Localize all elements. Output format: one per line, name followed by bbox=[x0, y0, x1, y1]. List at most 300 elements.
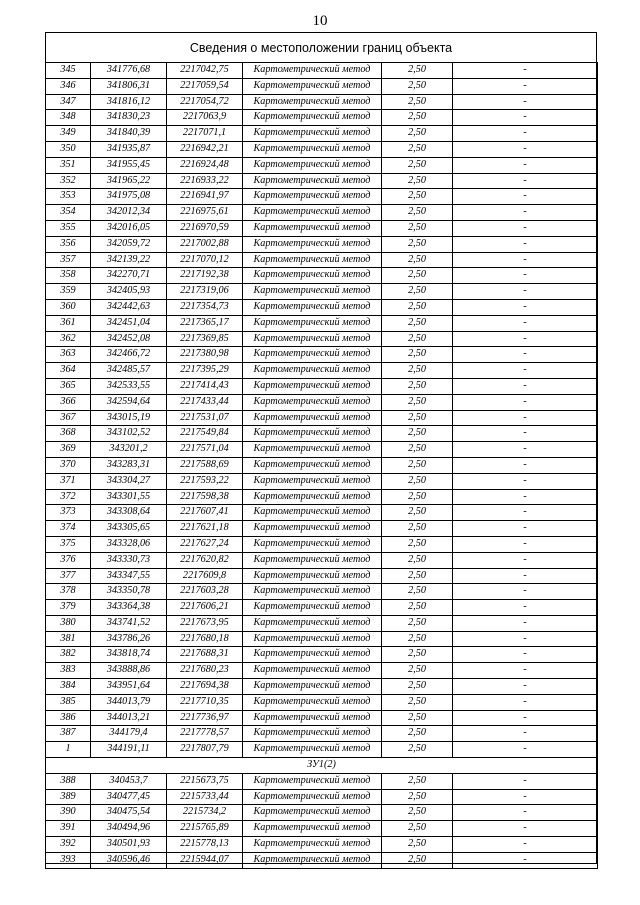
accuracy-cell: 2,50 bbox=[382, 679, 453, 695]
x-coordinate-cell: 343330,73 bbox=[91, 552, 167, 568]
y-coordinate-cell: 2216924,48 bbox=[167, 157, 243, 173]
description-cell: - bbox=[453, 157, 598, 173]
description-cell: - bbox=[453, 663, 598, 679]
y-coordinate-cell: 2217395,29 bbox=[167, 363, 243, 379]
x-coordinate-cell: 342452,08 bbox=[91, 331, 167, 347]
accuracy-cell: 2,50 bbox=[382, 694, 453, 710]
table-row bbox=[46, 94, 598, 110]
y-coordinate-cell: 2216970,59 bbox=[167, 220, 243, 236]
method-cell: Картометрический метод bbox=[243, 394, 382, 410]
x-coordinate-cell: 340501,93 bbox=[91, 837, 167, 853]
description-cell: - bbox=[453, 63, 598, 79]
accuracy-cell: 2,50 bbox=[382, 805, 453, 821]
method-cell: Картометрический метод bbox=[243, 647, 382, 663]
y-coordinate-cell: 2217354,73 bbox=[167, 299, 243, 315]
description-cell: - bbox=[453, 268, 598, 284]
accuracy-cell: 2,50 bbox=[382, 78, 453, 94]
description-cell: - bbox=[453, 852, 598, 868]
y-coordinate-cell: 2215778,13 bbox=[167, 837, 243, 853]
description-cell: - bbox=[453, 647, 598, 663]
x-coordinate-cell: 340453,7 bbox=[91, 773, 167, 789]
point-number-cell: 386 bbox=[46, 710, 91, 726]
point-number-cell: 360 bbox=[46, 299, 91, 315]
method-cell: Картометрический метод bbox=[243, 615, 382, 631]
accuracy-cell: 2,50 bbox=[382, 489, 453, 505]
accuracy-cell: 2,50 bbox=[382, 126, 453, 142]
accuracy-cell: 2,50 bbox=[382, 141, 453, 157]
accuracy-cell: 2,50 bbox=[382, 410, 453, 426]
accuracy-cell: 2,50 bbox=[382, 710, 453, 726]
point-number-cell: 390 bbox=[46, 805, 91, 821]
description-cell: - bbox=[453, 94, 598, 110]
table-row bbox=[46, 789, 598, 805]
description-cell: - bbox=[453, 568, 598, 584]
accuracy-cell: 2,50 bbox=[382, 536, 453, 552]
accuracy-cell: 2,50 bbox=[382, 552, 453, 568]
description-cell: - bbox=[453, 378, 598, 394]
y-coordinate-cell: 2217673,95 bbox=[167, 615, 243, 631]
point-number-cell: 346 bbox=[46, 78, 91, 94]
y-coordinate-cell: 2217680,23 bbox=[167, 663, 243, 679]
method-cell: Картометрический метод bbox=[243, 284, 382, 300]
point-number-cell: 347 bbox=[46, 94, 91, 110]
x-coordinate-cell: 343951,64 bbox=[91, 679, 167, 695]
point-number-cell: 370 bbox=[46, 457, 91, 473]
x-coordinate-cell: 341935,87 bbox=[91, 141, 167, 157]
table-row bbox=[46, 347, 598, 363]
point-number-cell: 367 bbox=[46, 410, 91, 426]
description-cell: - bbox=[453, 521, 598, 537]
y-coordinate-cell: 2217433,44 bbox=[167, 394, 243, 410]
point-number-cell: 382 bbox=[46, 647, 91, 663]
table-row bbox=[46, 157, 598, 173]
x-coordinate-cell: 343364,38 bbox=[91, 600, 167, 616]
x-coordinate-cell: 342533,55 bbox=[91, 378, 167, 394]
x-coordinate-cell: 342139,22 bbox=[91, 252, 167, 268]
method-cell: Картометрический метод bbox=[243, 679, 382, 695]
table-row bbox=[46, 615, 598, 631]
point-number-cell: 388 bbox=[46, 773, 91, 789]
page-number: 10 bbox=[312, 13, 328, 29]
accuracy-cell: 2,50 bbox=[382, 505, 453, 521]
y-coordinate-cell: 2217414,43 bbox=[167, 378, 243, 394]
description-cell: - bbox=[453, 694, 598, 710]
description-cell: - bbox=[453, 600, 598, 616]
method-cell: Картометрический метод bbox=[243, 299, 382, 315]
method-cell: Картометрический метод bbox=[243, 410, 382, 426]
accuracy-cell: 2,50 bbox=[382, 378, 453, 394]
point-number-cell: 366 bbox=[46, 394, 91, 410]
table-row bbox=[46, 694, 598, 710]
y-coordinate-cell: 2215734,2 bbox=[167, 805, 243, 821]
method-cell: Картометрический метод bbox=[243, 63, 382, 79]
point-number-cell: 359 bbox=[46, 284, 91, 300]
point-number-cell: 376 bbox=[46, 552, 91, 568]
point-number-cell: 387 bbox=[46, 726, 91, 742]
table-row bbox=[46, 394, 598, 410]
description-cell: - bbox=[453, 141, 598, 157]
x-coordinate-cell: 341816,12 bbox=[91, 94, 167, 110]
method-cell: Картометрический метод bbox=[243, 521, 382, 537]
point-number-cell: 357 bbox=[46, 252, 91, 268]
accuracy-cell: 2,50 bbox=[382, 363, 453, 379]
x-coordinate-cell: 343786,26 bbox=[91, 631, 167, 647]
y-coordinate-cell: 2217607,41 bbox=[167, 505, 243, 521]
x-coordinate-cell: 343305,65 bbox=[91, 521, 167, 537]
accuracy-cell: 2,50 bbox=[382, 647, 453, 663]
y-coordinate-cell: 2217603,28 bbox=[167, 584, 243, 600]
y-coordinate-cell: 2217192,38 bbox=[167, 268, 243, 284]
accuracy-cell: 2,50 bbox=[382, 110, 453, 126]
point-number-cell: 363 bbox=[46, 347, 91, 363]
x-coordinate-cell: 342012,34 bbox=[91, 205, 167, 221]
table-row bbox=[46, 268, 598, 284]
description-cell: - bbox=[453, 442, 598, 458]
x-coordinate-cell: 340477,45 bbox=[91, 789, 167, 805]
point-number-cell: 351 bbox=[46, 157, 91, 173]
method-cell: Картометрический метод bbox=[243, 789, 382, 805]
table-row bbox=[46, 110, 598, 126]
y-coordinate-cell: 2217549,84 bbox=[167, 426, 243, 442]
point-number-cell: 352 bbox=[46, 173, 91, 189]
description-cell: - bbox=[453, 536, 598, 552]
y-coordinate-cell: 2217736,97 bbox=[167, 710, 243, 726]
y-coordinate-cell: 2217593,22 bbox=[167, 473, 243, 489]
method-cell: Картометрический метод bbox=[243, 742, 382, 758]
table-row bbox=[46, 805, 598, 821]
point-number-cell: 362 bbox=[46, 331, 91, 347]
y-coordinate-cell: 2217778,57 bbox=[167, 726, 243, 742]
table-row bbox=[46, 473, 598, 489]
method-cell: Картометрический метод bbox=[243, 110, 382, 126]
x-coordinate-cell: 341830,23 bbox=[91, 110, 167, 126]
table-row bbox=[46, 315, 598, 331]
method-cell: Картометрический метод bbox=[243, 694, 382, 710]
description-cell: - bbox=[453, 552, 598, 568]
table-row bbox=[46, 852, 598, 868]
method-cell: Картометрический метод bbox=[243, 773, 382, 789]
accuracy-cell: 2,50 bbox=[382, 773, 453, 789]
description-cell: - bbox=[453, 284, 598, 300]
y-coordinate-cell: 2217042,75 bbox=[167, 63, 243, 79]
x-coordinate-cell: 340475,54 bbox=[91, 805, 167, 821]
x-coordinate-cell: 340494,96 bbox=[91, 821, 167, 837]
x-coordinate-cell: 344013,21 bbox=[91, 710, 167, 726]
accuracy-cell: 2,50 bbox=[382, 284, 453, 300]
description-cell: - bbox=[453, 347, 598, 363]
description-cell: - bbox=[453, 615, 598, 631]
x-coordinate-cell: 341806,31 bbox=[91, 78, 167, 94]
section-row bbox=[46, 758, 598, 774]
boundary-points-table bbox=[45, 62, 598, 869]
method-cell: Картометрический метод bbox=[243, 489, 382, 505]
table-title: Сведения о местоположении границ объекта bbox=[189, 41, 453, 55]
accuracy-cell: 2,50 bbox=[382, 299, 453, 315]
y-coordinate-cell: 2217620,82 bbox=[167, 552, 243, 568]
table-row bbox=[46, 536, 598, 552]
y-coordinate-cell: 2216933,22 bbox=[167, 173, 243, 189]
method-cell: Картометрический метод bbox=[243, 584, 382, 600]
x-coordinate-cell: 342451,04 bbox=[91, 315, 167, 331]
y-coordinate-cell: 2217606,21 bbox=[167, 600, 243, 616]
point-number-cell: 372 bbox=[46, 489, 91, 505]
method-cell: Картометрический метод bbox=[243, 315, 382, 331]
description-cell: - bbox=[453, 489, 598, 505]
point-number-cell: 353 bbox=[46, 189, 91, 205]
table-row bbox=[46, 363, 598, 379]
point-number-cell: 354 bbox=[46, 205, 91, 221]
point-number-cell: 350 bbox=[46, 141, 91, 157]
x-coordinate-cell: 340596,46 bbox=[91, 852, 167, 868]
table-row bbox=[46, 552, 598, 568]
method-cell: Картометрический метод bbox=[243, 473, 382, 489]
table-row bbox=[46, 141, 598, 157]
table-row bbox=[46, 442, 598, 458]
description-cell: - bbox=[453, 742, 598, 758]
x-coordinate-cell: 343301,55 bbox=[91, 489, 167, 505]
method-cell: Картометрический метод bbox=[243, 568, 382, 584]
description-cell: - bbox=[453, 315, 598, 331]
point-number-cell: 369 bbox=[46, 442, 91, 458]
method-cell: Картометрический метод bbox=[243, 347, 382, 363]
point-number-cell: 384 bbox=[46, 679, 91, 695]
accuracy-cell: 2,50 bbox=[382, 63, 453, 79]
method-cell: Картометрический метод bbox=[243, 457, 382, 473]
point-number-cell: 381 bbox=[46, 631, 91, 647]
y-coordinate-cell: 2217621,18 bbox=[167, 521, 243, 537]
accuracy-cell: 2,50 bbox=[382, 442, 453, 458]
x-coordinate-cell: 342594,64 bbox=[91, 394, 167, 410]
accuracy-cell: 2,50 bbox=[382, 852, 453, 868]
x-coordinate-cell: 342405,93 bbox=[91, 284, 167, 300]
accuracy-cell: 2,50 bbox=[382, 189, 453, 205]
x-coordinate-cell: 342270,71 bbox=[91, 268, 167, 284]
boundary-table-frame bbox=[45, 32, 597, 864]
table-row bbox=[46, 205, 598, 221]
x-coordinate-cell: 343888,86 bbox=[91, 663, 167, 679]
method-cell: Картометрический метод bbox=[243, 726, 382, 742]
y-coordinate-cell: 2217807,79 bbox=[167, 742, 243, 758]
description-cell: - bbox=[453, 299, 598, 315]
description-cell: - bbox=[453, 426, 598, 442]
method-cell: Картометрический метод bbox=[243, 78, 382, 94]
description-cell: - bbox=[453, 584, 598, 600]
table-row bbox=[46, 489, 598, 505]
accuracy-cell: 2,50 bbox=[382, 205, 453, 221]
description-cell: - bbox=[453, 236, 598, 252]
table-row bbox=[46, 220, 598, 236]
description-cell: - bbox=[453, 679, 598, 695]
point-number-cell: 365 bbox=[46, 378, 91, 394]
y-coordinate-cell: 2217627,24 bbox=[167, 536, 243, 552]
table-row bbox=[46, 773, 598, 789]
method-cell: Картометрический метод bbox=[243, 94, 382, 110]
y-coordinate-cell: 2217369,85 bbox=[167, 331, 243, 347]
table-row bbox=[46, 821, 598, 837]
method-cell: Картометрический метод bbox=[243, 268, 382, 284]
table-row bbox=[46, 252, 598, 268]
point-number-cell: 380 bbox=[46, 615, 91, 631]
accuracy-cell: 2,50 bbox=[382, 742, 453, 758]
accuracy-cell: 2,50 bbox=[382, 173, 453, 189]
table-row bbox=[46, 426, 598, 442]
method-cell: Картометрический метод bbox=[243, 442, 382, 458]
point-number-cell: 349 bbox=[46, 126, 91, 142]
method-cell: Картометрический метод bbox=[243, 189, 382, 205]
method-cell: Картометрический метод bbox=[243, 126, 382, 142]
x-coordinate-cell: 342442,63 bbox=[91, 299, 167, 315]
method-cell: Картометрический метод bbox=[243, 663, 382, 679]
y-coordinate-cell: 2217710,35 bbox=[167, 694, 243, 710]
y-coordinate-cell: 2217319,06 bbox=[167, 284, 243, 300]
table-row bbox=[46, 726, 598, 742]
x-coordinate-cell: 341965,22 bbox=[91, 173, 167, 189]
point-number-cell: 356 bbox=[46, 236, 91, 252]
description-cell: - bbox=[453, 473, 598, 489]
table-row bbox=[46, 600, 598, 616]
accuracy-cell: 2,50 bbox=[382, 821, 453, 837]
point-number-cell: 389 bbox=[46, 789, 91, 805]
accuracy-cell: 2,50 bbox=[382, 600, 453, 616]
table-row bbox=[46, 299, 598, 315]
y-coordinate-cell: 2215733,44 bbox=[167, 789, 243, 805]
accuracy-cell: 2,50 bbox=[382, 663, 453, 679]
y-coordinate-cell: 2216975,61 bbox=[167, 205, 243, 221]
description-cell: - bbox=[453, 363, 598, 379]
description-cell: - bbox=[453, 505, 598, 521]
method-cell: Картометрический метод bbox=[243, 505, 382, 521]
description-cell: - bbox=[453, 789, 598, 805]
point-number-cell: 377 bbox=[46, 568, 91, 584]
accuracy-cell: 2,50 bbox=[382, 94, 453, 110]
y-coordinate-cell: 2217070,12 bbox=[167, 252, 243, 268]
method-cell: Картометрический метод bbox=[243, 821, 382, 837]
point-number-cell: 392 bbox=[46, 837, 91, 853]
x-coordinate-cell: 343102,52 bbox=[91, 426, 167, 442]
point-number-cell: 355 bbox=[46, 220, 91, 236]
description-cell: - bbox=[453, 78, 598, 94]
method-cell: Картометрический метод bbox=[243, 205, 382, 221]
y-coordinate-cell: 2215944,07 bbox=[167, 852, 243, 868]
y-coordinate-cell: 2217571,04 bbox=[167, 442, 243, 458]
point-number-cell: 379 bbox=[46, 600, 91, 616]
x-coordinate-cell: 343283,31 bbox=[91, 457, 167, 473]
description-cell: - bbox=[453, 710, 598, 726]
point-number-cell: 374 bbox=[46, 521, 91, 537]
y-coordinate-cell: 2216941,97 bbox=[167, 189, 243, 205]
y-coordinate-cell: 2217054,72 bbox=[167, 94, 243, 110]
x-coordinate-cell: 343741,52 bbox=[91, 615, 167, 631]
accuracy-cell: 2,50 bbox=[382, 521, 453, 537]
description-cell: - bbox=[453, 410, 598, 426]
table-row bbox=[46, 710, 598, 726]
description-cell: - bbox=[453, 205, 598, 221]
table-row bbox=[46, 331, 598, 347]
x-coordinate-cell: 342016,05 bbox=[91, 220, 167, 236]
y-coordinate-cell: 2216942,21 bbox=[167, 141, 243, 157]
accuracy-cell: 2,50 bbox=[382, 315, 453, 331]
point-number-cell: 348 bbox=[46, 110, 91, 126]
method-cell: Картометрический метод bbox=[243, 331, 382, 347]
method-cell: Картометрический метод bbox=[243, 631, 382, 647]
method-cell: Картометрический метод bbox=[243, 837, 382, 853]
description-cell: - bbox=[453, 252, 598, 268]
accuracy-cell: 2,50 bbox=[382, 268, 453, 284]
accuracy-cell: 2,50 bbox=[382, 331, 453, 347]
method-cell: Картометрический метод bbox=[243, 805, 382, 821]
accuracy-cell: 2,50 bbox=[382, 157, 453, 173]
table-row bbox=[46, 457, 598, 473]
accuracy-cell: 2,50 bbox=[382, 568, 453, 584]
y-coordinate-cell: 2217531,07 bbox=[167, 410, 243, 426]
y-coordinate-cell: 2217365,17 bbox=[167, 315, 243, 331]
table-row bbox=[46, 173, 598, 189]
y-coordinate-cell: 2217063,9 bbox=[167, 110, 243, 126]
table-row bbox=[46, 63, 598, 79]
point-number-cell: 371 bbox=[46, 473, 91, 489]
method-cell: Картометрический метод bbox=[243, 378, 382, 394]
description-cell: - bbox=[453, 189, 598, 205]
y-coordinate-cell: 2217694,38 bbox=[167, 679, 243, 695]
x-coordinate-cell: 344013,79 bbox=[91, 694, 167, 710]
y-coordinate-cell: 2217680,18 bbox=[167, 631, 243, 647]
x-coordinate-cell: 343818,74 bbox=[91, 647, 167, 663]
point-number-cell: 383 bbox=[46, 663, 91, 679]
table-row bbox=[46, 647, 598, 663]
method-cell: Картометрический метод bbox=[243, 852, 382, 868]
point-number-cell: 393 bbox=[46, 852, 91, 868]
description-cell: - bbox=[453, 220, 598, 236]
x-coordinate-cell: 343328,06 bbox=[91, 536, 167, 552]
table-row bbox=[46, 410, 598, 426]
x-coordinate-cell: 343201,2 bbox=[91, 442, 167, 458]
accuracy-cell: 2,50 bbox=[382, 473, 453, 489]
table-row bbox=[46, 663, 598, 679]
method-cell: Картометрический метод bbox=[243, 173, 382, 189]
description-cell: - bbox=[453, 457, 598, 473]
accuracy-cell: 2,50 bbox=[382, 837, 453, 853]
table-row bbox=[46, 284, 598, 300]
description-cell: - bbox=[453, 173, 598, 189]
point-number-cell: 1 bbox=[46, 742, 91, 758]
method-cell: Картометрический метод bbox=[243, 157, 382, 173]
description-cell: - bbox=[453, 837, 598, 853]
y-coordinate-cell: 2217609,8 bbox=[167, 568, 243, 584]
method-cell: Картометрический метод bbox=[243, 236, 382, 252]
y-coordinate-cell: 2217588,69 bbox=[167, 457, 243, 473]
method-cell: Картометрический метод bbox=[243, 552, 382, 568]
x-coordinate-cell: 341840,39 bbox=[91, 126, 167, 142]
accuracy-cell: 2,50 bbox=[382, 631, 453, 647]
accuracy-cell: 2,50 bbox=[382, 347, 453, 363]
table-row bbox=[46, 521, 598, 537]
accuracy-cell: 2,50 bbox=[382, 457, 453, 473]
y-coordinate-cell: 2215673,75 bbox=[167, 773, 243, 789]
accuracy-cell: 2,50 bbox=[382, 789, 453, 805]
point-number-cell: 375 bbox=[46, 536, 91, 552]
table-row bbox=[46, 679, 598, 695]
point-number-cell: 373 bbox=[46, 505, 91, 521]
table-row bbox=[46, 505, 598, 521]
method-cell: Картометрический метод bbox=[243, 220, 382, 236]
description-cell: - bbox=[453, 821, 598, 837]
table-row bbox=[46, 631, 598, 647]
method-cell: Картометрический метод bbox=[243, 141, 382, 157]
x-coordinate-cell: 343015,19 bbox=[91, 410, 167, 426]
x-coordinate-cell: 344191,11 bbox=[91, 742, 167, 758]
x-coordinate-cell: 342485,57 bbox=[91, 363, 167, 379]
point-number-cell: 391 bbox=[46, 821, 91, 837]
